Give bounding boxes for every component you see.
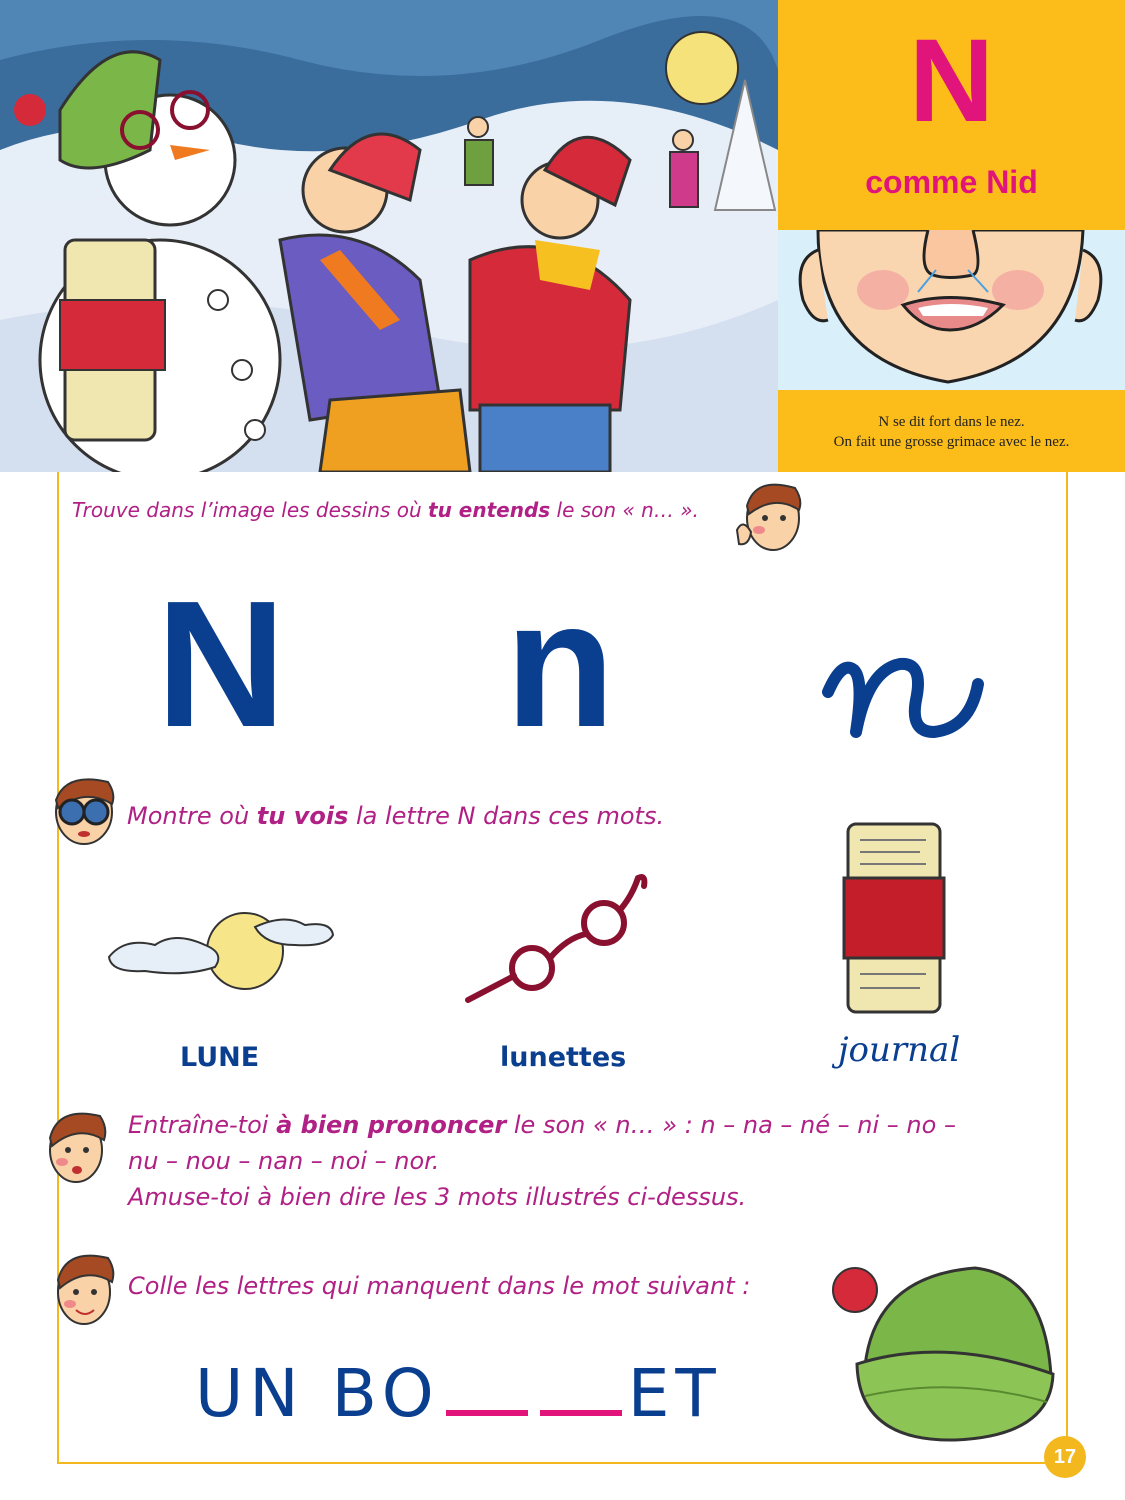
pronounce-line-3: Amuse-toi à bien dire les 3 mots illustrés ci-dessus. [128, 1183, 747, 1211]
binoculars-kid-icon [42, 770, 122, 852]
listen-text-bold: tu entends [428, 498, 551, 522]
snow-scene-illustration [0, 0, 778, 472]
letter-subtitle: comme Nid [865, 164, 1038, 200]
uppercase-letter: N [156, 564, 286, 765]
listen-text-1: Trouve dans l’image les dessins où [72, 498, 429, 522]
pronounce-text-1: Entraîne-toi [128, 1111, 277, 1139]
talking-kid-icon [52, 1246, 116, 1332]
pronounce-instruction [128, 1107, 956, 1215]
lowercase-letter: n [505, 564, 615, 765]
moon-icon [105, 905, 337, 1004]
caption-line-2: On fait une grosse grimace avec le nez. [833, 434, 1070, 450]
letter-card [778, 0, 1125, 230]
see-text-1: Montre où [127, 802, 257, 830]
listen-text-2: le son « n… ». [550, 498, 699, 522]
glasses-icon [462, 868, 652, 1022]
missing-letters-word [195, 1355, 722, 1432]
page-number: 17 [1044, 1436, 1086, 1478]
listen-instruction [72, 492, 699, 528]
pronounce-text-bold: à bien prononcer [276, 1111, 507, 1139]
letter-title: N [908, 15, 995, 147]
word-journal: journal [838, 1030, 961, 1070]
green-hat-icon [825, 1256, 1057, 1450]
cursive-letter [820, 640, 990, 744]
blank-slot-2[interactable] [540, 1358, 622, 1416]
see-instruction [127, 798, 664, 834]
word-lunettes: lunettes [500, 1042, 627, 1073]
blank-slot-1[interactable] [446, 1358, 528, 1416]
nose-face-icon [778, 230, 1125, 390]
newspaper-icon [840, 816, 950, 1020]
caption-box [778, 390, 1125, 472]
see-text-bold: tu vois [256, 802, 349, 830]
ear-listening-kid-icon [735, 474, 807, 560]
word-part-2: ET [627, 1355, 722, 1432]
see-text-2: la lettre N dans ces mots. [348, 802, 665, 830]
paste-instruction: Colle les lettres qui manquent dans le mot suivant : [128, 1272, 751, 1300]
pronounce-line-2: nu – nou – nan – noi – nor. [128, 1147, 440, 1175]
pronounce-text-2: le son « n… » : n – na – né – ni – no – [506, 1111, 956, 1139]
word-lune: LUNE [180, 1042, 260, 1073]
caption-line-1: N se dit fort dans le nez. [878, 414, 1025, 430]
word-part-1: UN BO [195, 1355, 440, 1432]
talking-kid-icon [44, 1104, 108, 1190]
